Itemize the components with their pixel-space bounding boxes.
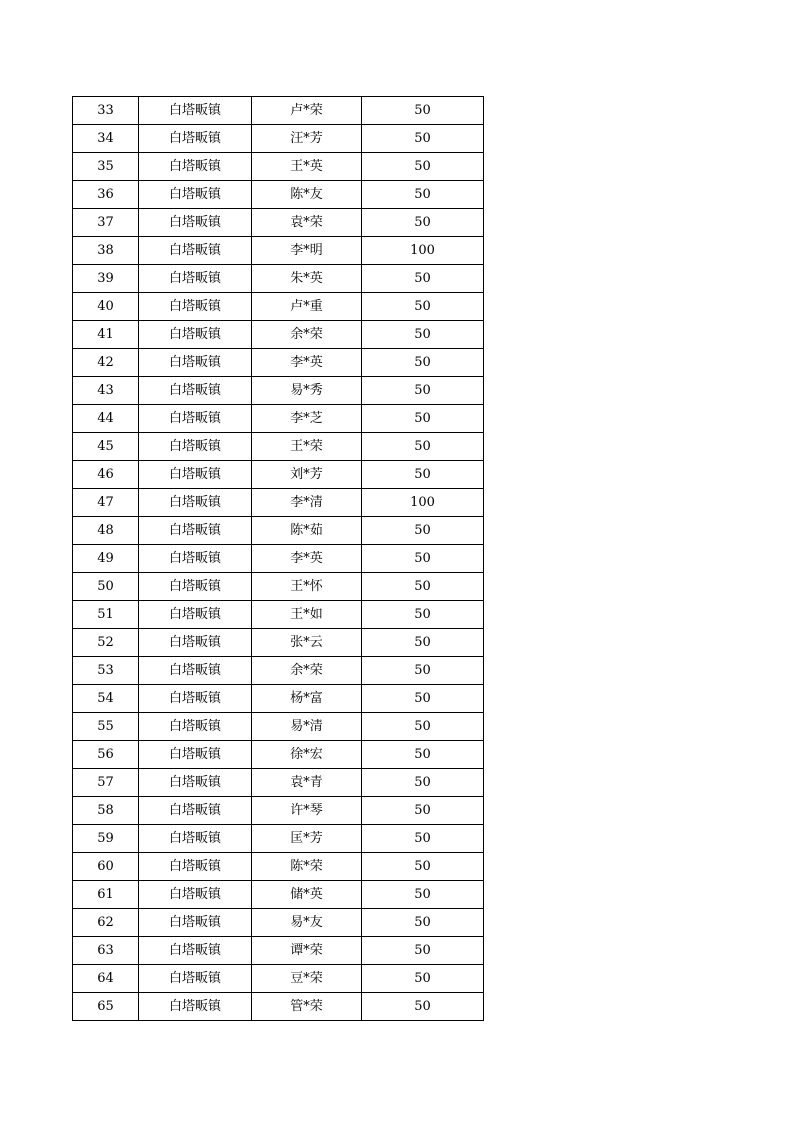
row-number-cell: 63 xyxy=(73,937,139,965)
table-row xyxy=(73,965,484,993)
table-row xyxy=(73,181,484,209)
name-cell: 袁*荣 xyxy=(252,209,362,237)
row-number-cell: 51 xyxy=(73,601,139,629)
table-row xyxy=(73,237,484,265)
row-number-cell: 39 xyxy=(73,265,139,293)
roster-table xyxy=(72,96,484,1021)
table-row xyxy=(73,825,484,853)
amount-cell: 50 xyxy=(362,293,484,321)
name-cell: 匡*芳 xyxy=(252,825,362,853)
row-number-cell: 42 xyxy=(73,349,139,377)
amount-cell: 50 xyxy=(362,433,484,461)
table-row xyxy=(73,769,484,797)
name-cell: 汪*芳 xyxy=(252,125,362,153)
town-cell: 白塔畈镇 xyxy=(139,909,252,937)
name-cell: 卢*荣 xyxy=(252,97,362,125)
amount-cell: 50 xyxy=(362,181,484,209)
town-cell: 白塔畈镇 xyxy=(139,237,252,265)
row-number-cell: 46 xyxy=(73,461,139,489)
name-cell: 许*琴 xyxy=(252,797,362,825)
name-cell: 易*清 xyxy=(252,713,362,741)
row-number-cell: 60 xyxy=(73,853,139,881)
town-cell: 白塔畈镇 xyxy=(139,741,252,769)
town-cell: 白塔畈镇 xyxy=(139,517,252,545)
row-number-cell: 61 xyxy=(73,881,139,909)
row-number-cell: 48 xyxy=(73,517,139,545)
table-row xyxy=(73,573,484,601)
amount-cell: 50 xyxy=(362,349,484,377)
amount-cell: 50 xyxy=(362,853,484,881)
table-row xyxy=(73,265,484,293)
table-row xyxy=(73,377,484,405)
amount-cell: 50 xyxy=(362,517,484,545)
name-cell: 管*荣 xyxy=(252,993,362,1021)
amount-cell: 50 xyxy=(362,993,484,1021)
name-cell: 李*芝 xyxy=(252,405,362,433)
amount-cell: 50 xyxy=(362,601,484,629)
name-cell: 李*清 xyxy=(252,489,362,517)
amount-cell: 50 xyxy=(362,321,484,349)
name-cell: 卢*重 xyxy=(252,293,362,321)
row-number-cell: 34 xyxy=(73,125,139,153)
amount-cell: 50 xyxy=(362,629,484,657)
town-cell: 白塔畈镇 xyxy=(139,153,252,181)
name-cell: 王*怀 xyxy=(252,573,362,601)
name-cell: 徐*宏 xyxy=(252,741,362,769)
name-cell: 刘*芳 xyxy=(252,461,362,489)
amount-cell: 50 xyxy=(362,741,484,769)
town-cell: 白塔畈镇 xyxy=(139,769,252,797)
town-cell: 白塔畈镇 xyxy=(139,881,252,909)
amount-cell: 50 xyxy=(362,209,484,237)
amount-cell: 50 xyxy=(362,377,484,405)
table-row xyxy=(73,657,484,685)
town-cell: 白塔畈镇 xyxy=(139,181,252,209)
town-cell: 白塔畈镇 xyxy=(139,937,252,965)
table-row xyxy=(73,321,484,349)
row-number-cell: 41 xyxy=(73,321,139,349)
amount-cell: 50 xyxy=(362,713,484,741)
town-cell: 白塔畈镇 xyxy=(139,377,252,405)
town-cell: 白塔畈镇 xyxy=(139,657,252,685)
row-number-cell: 52 xyxy=(73,629,139,657)
town-cell: 白塔畈镇 xyxy=(139,405,252,433)
table-row xyxy=(73,545,484,573)
amount-cell: 50 xyxy=(362,97,484,125)
name-cell: 陈*友 xyxy=(252,181,362,209)
table-row xyxy=(73,909,484,937)
town-cell: 白塔畈镇 xyxy=(139,713,252,741)
name-cell: 余*荣 xyxy=(252,321,362,349)
row-number-cell: 57 xyxy=(73,769,139,797)
town-cell: 白塔畈镇 xyxy=(139,321,252,349)
row-number-cell: 40 xyxy=(73,293,139,321)
name-cell: 王*如 xyxy=(252,601,362,629)
table-row xyxy=(73,713,484,741)
table-row xyxy=(73,405,484,433)
row-number-cell: 47 xyxy=(73,489,139,517)
row-number-cell: 38 xyxy=(73,237,139,265)
town-cell: 白塔畈镇 xyxy=(139,461,252,489)
name-cell: 陈*茹 xyxy=(252,517,362,545)
row-number-cell: 55 xyxy=(73,713,139,741)
row-number-cell: 50 xyxy=(73,573,139,601)
name-cell: 杨*富 xyxy=(252,685,362,713)
name-cell: 易*友 xyxy=(252,909,362,937)
name-cell: 袁*青 xyxy=(252,769,362,797)
name-cell: 李*英 xyxy=(252,545,362,573)
table-row xyxy=(73,433,484,461)
row-number-cell: 45 xyxy=(73,433,139,461)
town-cell: 白塔畈镇 xyxy=(139,629,252,657)
amount-cell: 50 xyxy=(362,965,484,993)
table-row xyxy=(73,517,484,545)
town-cell: 白塔畈镇 xyxy=(139,209,252,237)
name-cell: 王*英 xyxy=(252,153,362,181)
town-cell: 白塔畈镇 xyxy=(139,265,252,293)
table-row xyxy=(73,349,484,377)
row-number-cell: 33 xyxy=(73,97,139,125)
town-cell: 白塔畈镇 xyxy=(139,797,252,825)
amount-cell: 50 xyxy=(362,909,484,937)
town-cell: 白塔畈镇 xyxy=(139,825,252,853)
table-row xyxy=(73,629,484,657)
town-cell: 白塔畈镇 xyxy=(139,853,252,881)
town-cell: 白塔畈镇 xyxy=(139,97,252,125)
table-row xyxy=(73,209,484,237)
amount-cell: 100 xyxy=(362,237,484,265)
table-row xyxy=(73,293,484,321)
amount-cell: 50 xyxy=(362,657,484,685)
town-cell: 白塔畈镇 xyxy=(139,349,252,377)
amount-cell: 50 xyxy=(362,405,484,433)
amount-cell: 50 xyxy=(362,797,484,825)
table-row xyxy=(73,97,484,125)
row-number-cell: 58 xyxy=(73,797,139,825)
table-row xyxy=(73,937,484,965)
row-number-cell: 37 xyxy=(73,209,139,237)
amount-cell: 50 xyxy=(362,881,484,909)
name-cell: 易*秀 xyxy=(252,377,362,405)
name-cell: 李*明 xyxy=(252,237,362,265)
amount-cell: 50 xyxy=(362,825,484,853)
name-cell: 储*英 xyxy=(252,881,362,909)
table-row xyxy=(73,125,484,153)
amount-cell: 50 xyxy=(362,125,484,153)
amount-cell: 50 xyxy=(362,265,484,293)
row-number-cell: 36 xyxy=(73,181,139,209)
amount-cell: 50 xyxy=(362,769,484,797)
town-cell: 白塔畈镇 xyxy=(139,965,252,993)
town-cell: 白塔畈镇 xyxy=(139,545,252,573)
name-cell: 陈*荣 xyxy=(252,853,362,881)
table-row xyxy=(73,461,484,489)
table-row xyxy=(73,153,484,181)
row-number-cell: 64 xyxy=(73,965,139,993)
town-cell: 白塔畈镇 xyxy=(139,293,252,321)
row-number-cell: 44 xyxy=(73,405,139,433)
town-cell: 白塔畈镇 xyxy=(139,685,252,713)
table-row xyxy=(73,853,484,881)
amount-cell: 50 xyxy=(362,545,484,573)
amount-cell: 50 xyxy=(362,937,484,965)
row-number-cell: 62 xyxy=(73,909,139,937)
row-number-cell: 43 xyxy=(73,377,139,405)
table-row xyxy=(73,601,484,629)
name-cell: 王*荣 xyxy=(252,433,362,461)
table-row xyxy=(73,489,484,517)
amount-cell: 50 xyxy=(362,461,484,489)
name-cell: 豆*荣 xyxy=(252,965,362,993)
table-row xyxy=(73,685,484,713)
row-number-cell: 65 xyxy=(73,993,139,1021)
name-cell: 谭*荣 xyxy=(252,937,362,965)
roster-table-body xyxy=(73,97,484,1021)
table-row xyxy=(73,797,484,825)
table-row xyxy=(73,741,484,769)
name-cell: 朱*英 xyxy=(252,265,362,293)
name-cell: 李*英 xyxy=(252,349,362,377)
row-number-cell: 49 xyxy=(73,545,139,573)
row-number-cell: 59 xyxy=(73,825,139,853)
row-number-cell: 35 xyxy=(73,153,139,181)
amount-cell: 50 xyxy=(362,685,484,713)
name-cell: 余*荣 xyxy=(252,657,362,685)
name-cell: 张*云 xyxy=(252,629,362,657)
amount-cell: 50 xyxy=(362,153,484,181)
town-cell: 白塔畈镇 xyxy=(139,601,252,629)
amount-cell: 100 xyxy=(362,489,484,517)
town-cell: 白塔畈镇 xyxy=(139,573,252,601)
table-row xyxy=(73,993,484,1021)
amount-cell: 50 xyxy=(362,573,484,601)
row-number-cell: 56 xyxy=(73,741,139,769)
row-number-cell: 54 xyxy=(73,685,139,713)
town-cell: 白塔畈镇 xyxy=(139,433,252,461)
town-cell: 白塔畈镇 xyxy=(139,993,252,1021)
town-cell: 白塔畈镇 xyxy=(139,489,252,517)
town-cell: 白塔畈镇 xyxy=(139,125,252,153)
table-row xyxy=(73,881,484,909)
row-number-cell: 53 xyxy=(73,657,139,685)
